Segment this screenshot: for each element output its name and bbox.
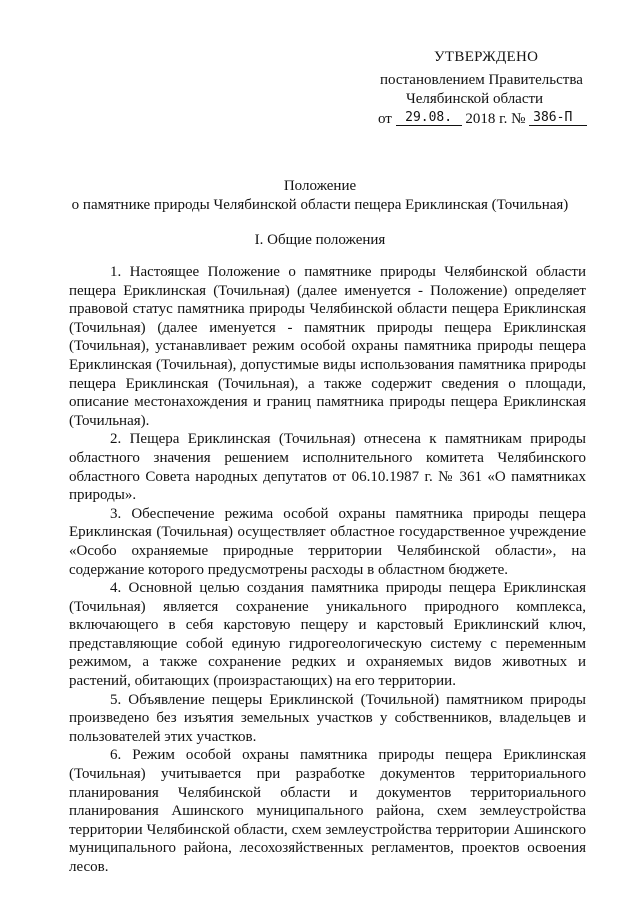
document-body	[69, 263, 586, 877]
approval-date-line	[378, 110, 587, 129]
decree-date-field: 29.08.	[396, 111, 462, 126]
decree-number-field: 386-П	[529, 111, 587, 126]
from-label: от	[378, 111, 392, 127]
document-subtitle: о памятнике природы Челябинской области пещера Ериклинская (Точильная)	[71, 197, 569, 213]
paragraph-3: 3. Обеспечение режима особой охраны памятника природы пещера Ериклинская (Точильная) осуществляет областное государственное учреждение «Особо охраняемые природные территории Челябинской области», на содержание которого предусмотрены расходы в областном бюджете.	[69, 505, 586, 578]
year-number-label: 2018 г. №	[465, 111, 526, 127]
approval-heading: УТВЕРЖДЕНО	[434, 49, 539, 65]
paragraph-2: 2. Пещера Ериклинская (Точильная) отнесена к памятникам природы областного значения решением исполнительного комитета Челябинского областного Совета народных депутатов от 06.10.1987 г. № 361 «О памятниках природы».	[69, 431, 586, 504]
paragraph-5: 5. Объявление пещеры Ериклинской (Точильной) памятником природы произведено без изъятия земельных участков у собственников, владельцев и пользователей этих участков.	[69, 691, 586, 745]
paragraph-4: 4. Основной целью создания памятника природы пещера Ериклинская (Точильная) является сохранение уникального природного комплекса, включающего в себя карстовую пещеру и карстовый Ериклинский ключ, представляющие собой единую гидрогеологическую систему с переменным режимом, а также сохранение редких и охраняемых видов животных и растений, обитающих (произрастающих) на его территории.	[69, 580, 586, 690]
approval-line-region: Челябинской области	[406, 91, 544, 107]
approval-line-decree: постановлением Правительства	[380, 72, 583, 88]
paragraph-6: 6. Режим особой охраны памятника природы пещера Ериклинская (Точильная) учитывается при разработке документов территориального планирования Челябинской области и документов территориального планирования Ашинского муниципального района, схем землеустройства территории Челябинской области, схем землеустройства территории Ашинского муниципального района, лесохозяйственных регламентов, проектов освоения лесов.	[69, 747, 586, 875]
paragraph-1: 1. Настоящее Положение о памятнике природы Челябинской области пещера Ериклинская (Точильная) (далее именуется - Положение) определяет правовой статус памятника природы Челябинской области пещера Ериклинская (Точильная) (далее именуется - памятник природы пещера Ериклинская (Точильная), устанавливает режим особой охраны памятника природы пещера Ериклинская (Точильная), допустимые виды использования памятника природы пещера Ериклинская (Точильная), а также содержит сведения о площади, описание местонахождения и границ памятника природы пещера Ериклинская (Точильная).	[69, 264, 586, 429]
section-heading: I. Общие положения	[254, 232, 386, 248]
document-title: Положение	[283, 178, 357, 194]
